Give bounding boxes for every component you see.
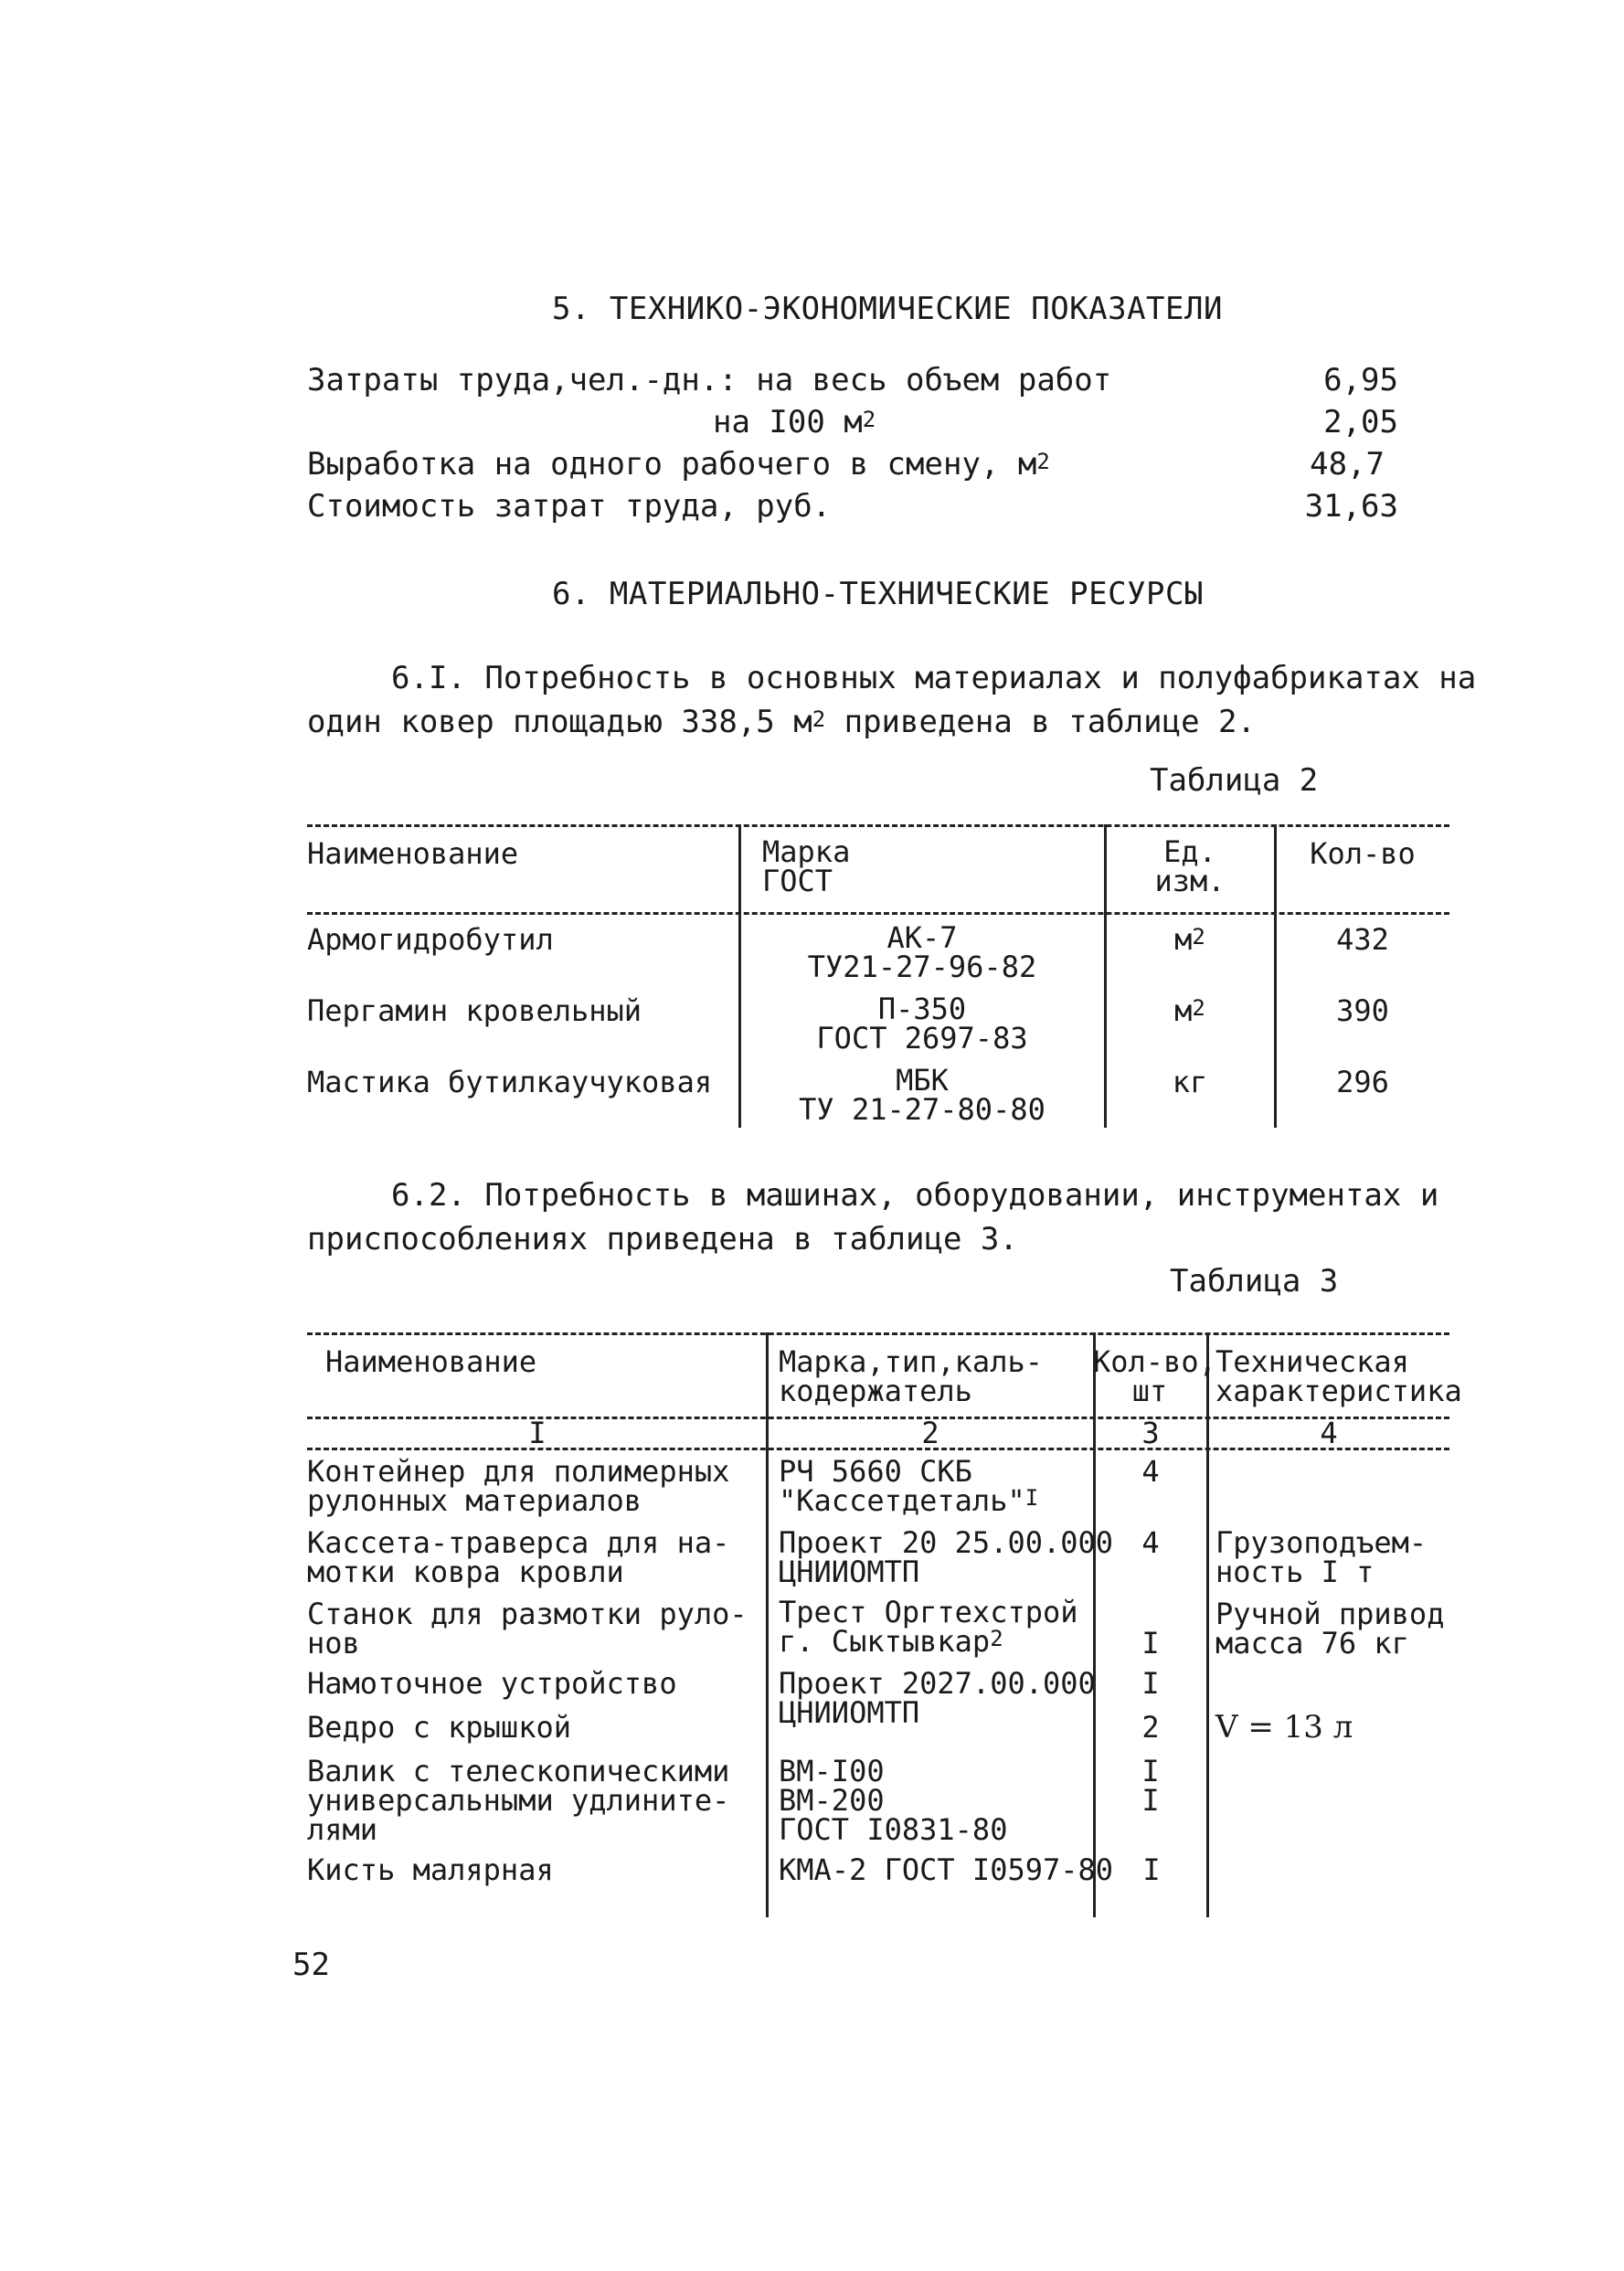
table2-cell-qty: 296 xyxy=(1336,1065,1389,1099)
table3-caption: Таблица 3 xyxy=(1170,1263,1339,1300)
table3-cell-qty: I I xyxy=(1141,1754,1160,1818)
table2-header-qty: Кол-во xyxy=(1310,836,1416,871)
table2-header-rule xyxy=(307,912,1449,915)
table3-col-number: 3 xyxy=(1141,1416,1160,1450)
labor-per-100-label: на I00 $м^2$ xyxy=(713,404,876,440)
table3-col-number: 4 xyxy=(1320,1416,1338,1450)
table-row: Кассета-траверса для на- мотки ковра кровли xyxy=(307,1525,730,1589)
output-label: Выработка на одного рабочего в смену, $м^2$ xyxy=(307,446,1050,483)
table3-cell-qty: I xyxy=(1141,1626,1160,1661)
section6-heading: 6. МАТЕРИАЛЬНО-ТЕХНИЧЕСКИЕ РЕСУРСЫ xyxy=(552,576,1204,612)
table-row: Валик с телескопическими универсальными удлините- лями xyxy=(307,1754,730,1847)
table3-cell-mark: ВМ-I00 ВМ-200 ГОСТ I0831-80 xyxy=(779,1754,1008,1847)
table-row: Ведро с крышкой xyxy=(307,1710,571,1745)
table3-cell-mark: КМА-2 ГОСТ I0597-80 xyxy=(779,1852,1114,1887)
section5-heading: 5. ТЕХНИКО-ЭКОНОМИЧЕСКИЕ ПОКАЗАТЕЛИ xyxy=(552,291,1223,327)
table3-col-number: 2 xyxy=(921,1416,939,1450)
table3-header-mark: Марка,тип,каль- кодержатель xyxy=(779,1344,1043,1408)
paragraph-6-1-line1: 6.I. Потребность в основных материалах и полуфабрикатах на xyxy=(391,660,1477,696)
table2-cell-mark: АК-7 ТУ21-27-96-82 xyxy=(807,920,1037,984)
paragraph-6-2-line2: приспособлениях приведена в таблице 3. xyxy=(307,1221,1018,1258)
table2-top-rule xyxy=(307,824,1449,827)
labor-price-value: 31,63 xyxy=(1304,488,1398,525)
table3-cell-qty: I xyxy=(1141,1666,1160,1701)
table3-cell-mark: Проект 20 25.00.000 ЦНИИОМТП xyxy=(779,1525,1114,1589)
labor-cost-value: 6,95 xyxy=(1323,362,1398,398)
table3-cell-qty: 4 xyxy=(1141,1454,1160,1489)
table2-cell-unit: $м^2$ xyxy=(1174,993,1205,1028)
table-row: Станок для размотки руло- нов xyxy=(307,1597,748,1661)
table2-cell-unit: $м^2$ xyxy=(1174,922,1205,957)
table-row: Мастика бутилкаучуковая xyxy=(307,1065,713,1099)
table3-cell-spec: V = 13 л xyxy=(1215,1709,1353,1746)
table2-header-name: Наименование xyxy=(307,836,519,871)
paragraph-6-1-line2: один ковер площадью 338,5 $м^2$ приведена в таблице 2. xyxy=(307,704,1256,740)
table3-cell-qty: I xyxy=(1142,1852,1161,1887)
table2-cell-qty: 390 xyxy=(1336,993,1389,1028)
table3-cell-spec: Ручной привод масса 76 кг xyxy=(1215,1597,1445,1661)
table-row: Армогидробутил xyxy=(307,922,554,957)
labor-per-100-value: 2,05 xyxy=(1323,404,1398,440)
page-number: 52 xyxy=(292,1947,330,1983)
table-row: Пергамин кровельный xyxy=(307,993,642,1028)
table3-cell-mark: РЧ 5660 СКБ "Кассетдеталь"$^I$ xyxy=(779,1454,1039,1518)
table2-cell-mark: МБК ТУ 21-27-80-80 xyxy=(799,1063,1046,1127)
table3-col-number: I xyxy=(528,1416,547,1450)
table-row: Контейнер для полимерных рулонных материалов xyxy=(307,1454,730,1518)
table3-header-qty: Кол-во, шт xyxy=(1093,1344,1216,1408)
table2-caption: Таблица 2 xyxy=(1150,762,1319,799)
labor-cost-label: Затраты труда,чел.-дн.: на весь объем работ xyxy=(307,362,1112,398)
table3-numbers-rule xyxy=(307,1448,1449,1450)
table2-cell-mark: П-350 ГОСТ 2697-83 xyxy=(816,992,1028,1056)
table3-cell-qty: 4 xyxy=(1141,1525,1160,1560)
table3-cell-mark: Трест Оргтехстрой г. Сыктывкар$^2$ xyxy=(779,1595,1078,1659)
table3-header-name: Наименование xyxy=(325,1344,537,1379)
table3-cell-spec: Грузоподъем- ность I т xyxy=(1215,1525,1428,1589)
table-row: Намоточное устройство xyxy=(307,1666,677,1701)
table3-top-rule xyxy=(307,1332,1449,1335)
table2-header-mark: Марка ГОСТ xyxy=(762,834,851,898)
table2-header-unit: Ед. изм. xyxy=(1154,834,1226,898)
table2-cell-qty: 432 xyxy=(1336,922,1389,957)
table-row: Кисть малярная xyxy=(307,1852,554,1887)
labor-price-label: Стоимость затрат труда, руб. xyxy=(307,488,832,525)
output-value: 48,7 xyxy=(1310,446,1385,483)
paragraph-6-2-line1: 6.2. Потребность в машинах, оборудовании, инструментах и xyxy=(391,1177,1439,1214)
table2-cell-unit: кг xyxy=(1172,1065,1208,1099)
table3-cell-qty: 2 xyxy=(1141,1710,1160,1745)
table3-cell-mark: Проект 2027.00.000 ЦНИИОМТП xyxy=(779,1666,1096,1730)
table3-header-spec: Техническая характеристика xyxy=(1215,1344,1462,1408)
